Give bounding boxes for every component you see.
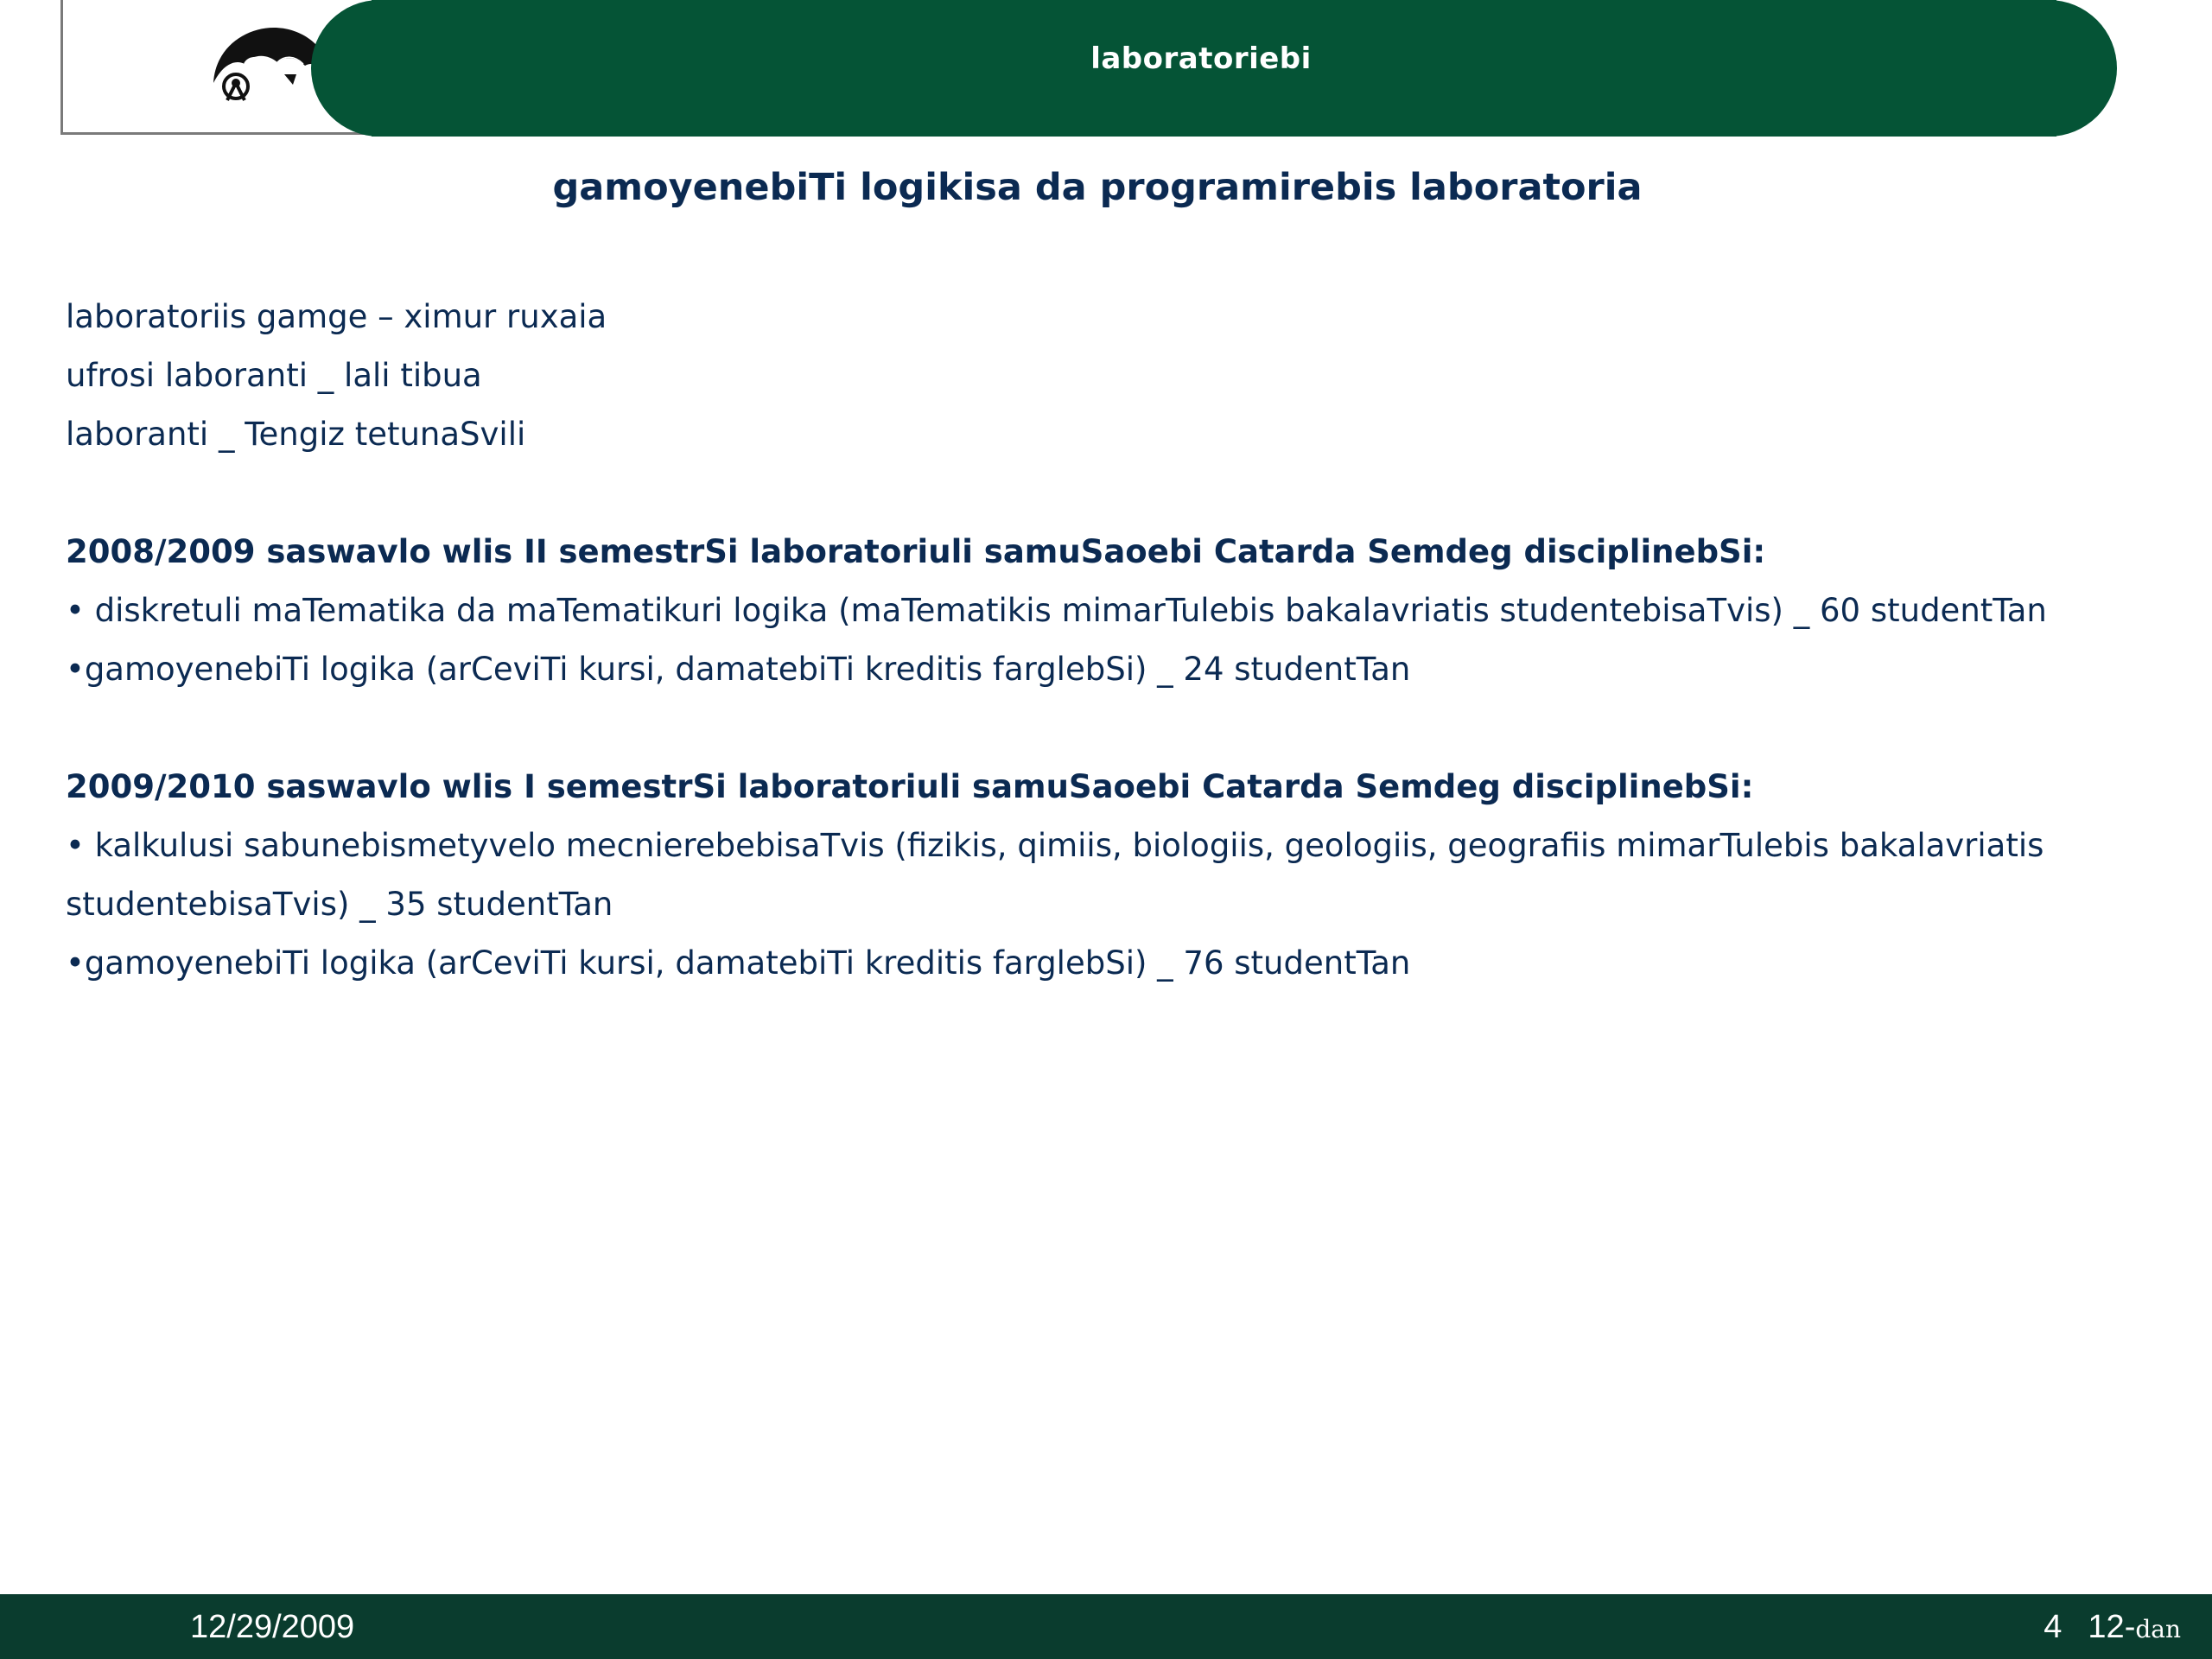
staff-assistant: laboranti _ Tengiz tetunaSvili <box>66 416 526 453</box>
page-title: gamoyenebiTi logikisa da programirebis laboratoria <box>552 166 1643 209</box>
page-total: 12- <box>2088 1609 2136 1645</box>
header-title: laboratoriebi <box>1090 41 1312 76</box>
section2-item-1-line-2: studentebisaTvis) _ 35 studentTan <box>66 886 613 923</box>
spacer <box>66 699 2053 758</box>
slide-content <box>66 288 2053 993</box>
section2-item-1-line-1: • kalkulusi sabunebismetyvelo mecnierebebisaTvis (fizikis, qimiis, biologiis, geologiis, geografiis mimarTulebis bakalavriatis <box>66 827 2044 864</box>
staff-senior-assistant: ufrosi laboranti _ lali tibua <box>66 357 482 394</box>
spacer <box>66 464 2053 523</box>
footer-date: 12/29/2009 <box>190 1609 355 1645</box>
staff-head: laboratoriis gamge – ximur ruxaia <box>66 298 607 335</box>
section1-item-1: • diskretuli maTematika da maTematikuri logika (maTematikis mimarTulebis bakalavriatis studentebisaTvis) _ 60 studentTan <box>66 592 2047 629</box>
section2-heading: 2009/2010 saswavlo wlis I semestrSi laboratoriuli samuSaoebi Catarda Semdeg disciplinebSi: <box>66 768 1754 805</box>
section1-item-2: •gamoyenebiTi logika (arCeviTi kursi, damatebiTi kreditis farglebSi) _ 24 studentTan <box>66 651 1411 688</box>
page-number: 4 <box>2044 1609 2063 1645</box>
section2-item-2: •gamoyenebiTi logika (arCeviTi kursi, damatebiTi kreditis farglebSi) _ 76 studentTan <box>66 944 1411 982</box>
page-total-suffix: dan <box>2135 1615 2181 1643</box>
section1-heading: 2008/2009 saswavlo wlis II semestrSi laboratoriuli samuSaoebi Catarda Semdeg disciplinebSi: <box>66 533 1766 570</box>
footer-page-indicator <box>2044 1609 2181 1646</box>
